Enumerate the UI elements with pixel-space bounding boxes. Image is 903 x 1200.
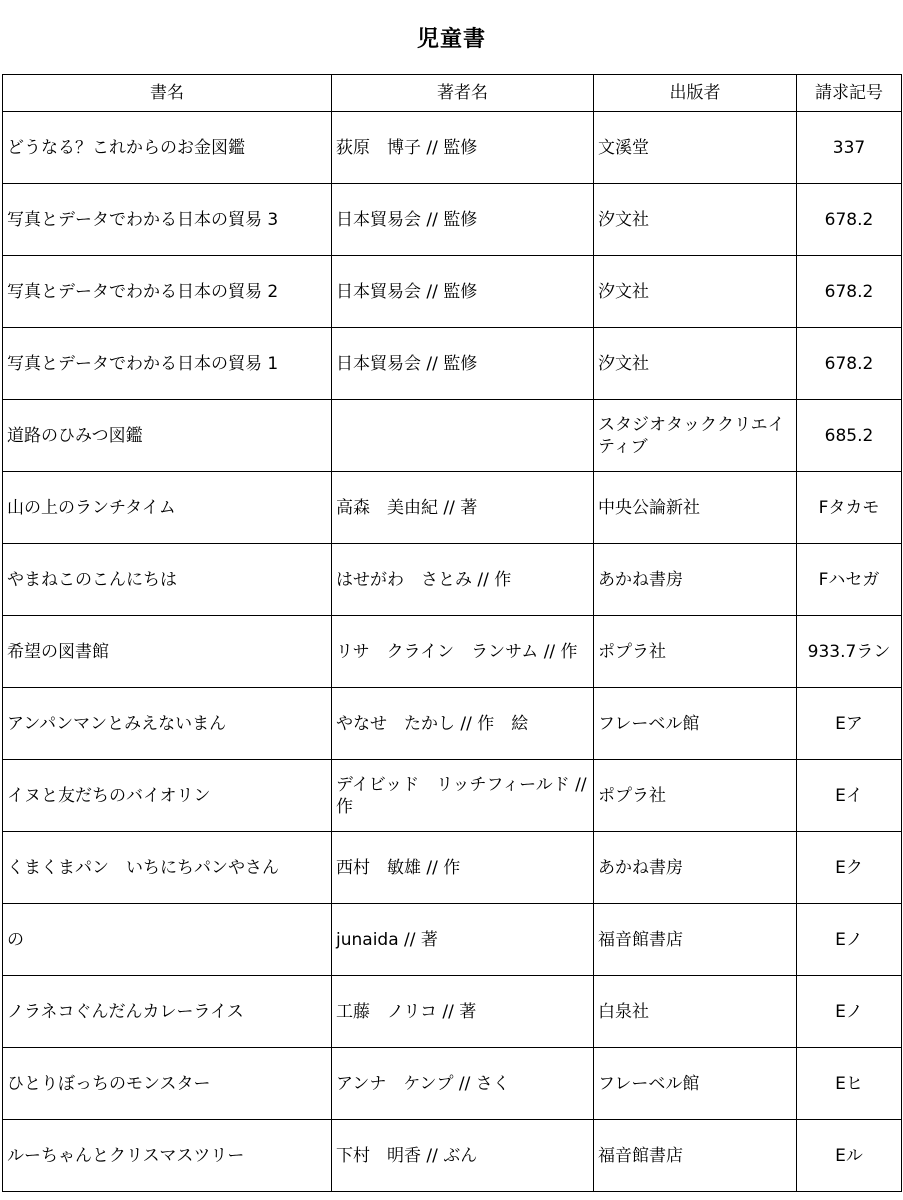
book-title: 道路のひみつ図鑑: [3, 400, 332, 472]
table-row: [3, 616, 902, 688]
book-title: 写真とデータでわかる日本の貿易 3: [3, 184, 332, 256]
table-row: [3, 472, 902, 544]
book-author: 日本貿易会 // 監修: [332, 184, 594, 256]
book-call-number: Fタカモ: [797, 472, 902, 544]
book-title: イヌと友だちのバイオリン: [3, 760, 332, 832]
book-publisher: フレーベル館: [594, 688, 797, 760]
table-row: [3, 760, 902, 832]
book-author: 下村 明香 // ぶん: [332, 1120, 594, 1192]
table-row: [3, 112, 902, 184]
table-row: [3, 400, 902, 472]
table-row: [3, 544, 902, 616]
book-call-number: Eノ: [797, 904, 902, 976]
book-call-number: 685.2: [797, 400, 902, 472]
table-row: [3, 904, 902, 976]
book-title: ノラネコぐんだんカレーライス: [3, 976, 332, 1048]
book-author: 日本貿易会 // 監修: [332, 256, 594, 328]
book-call-number: 337: [797, 112, 902, 184]
book-author: 高森 美由紀 // 著: [332, 472, 594, 544]
column-header-call-number: 請求記号: [797, 75, 902, 112]
book-author: はせがわ さとみ // 作: [332, 544, 594, 616]
book-publisher: あかね書房: [594, 544, 797, 616]
column-header-author: 著者名: [332, 75, 594, 112]
book-title: 山の上のランチタイム: [3, 472, 332, 544]
table-row: [3, 1048, 902, 1120]
book-call-number: 933.7ラン: [797, 616, 902, 688]
book-title: 写真とデータでわかる日本の貿易 2: [3, 256, 332, 328]
book-publisher: 汐文社: [594, 328, 797, 400]
page-title: 児童書: [416, 27, 486, 52]
table-row: [3, 328, 902, 400]
book-publisher: 中央公論新社: [594, 472, 797, 544]
book-author: アンナ ケンプ // さく: [332, 1048, 594, 1120]
book-call-number: 678.2: [797, 256, 902, 328]
book-author: やなせ たかし // 作 絵: [332, 688, 594, 760]
book-publisher: 文溪堂: [594, 112, 797, 184]
book-publisher: 福音館書店: [594, 904, 797, 976]
book-title: アンパンマンとみえないまん: [3, 688, 332, 760]
book-title: くまくまパン いちにちパンやさん: [3, 832, 332, 904]
table-header-row: [3, 75, 902, 112]
table-row: [3, 1120, 902, 1192]
book-author: 工藤 ノリコ // 著: [332, 976, 594, 1048]
book-author: 荻原 博子 // 監修: [332, 112, 594, 184]
book-publisher: あかね書房: [594, 832, 797, 904]
book-author: 西村 敏雄 // 作: [332, 832, 594, 904]
book-call-number: Eイ: [797, 760, 902, 832]
book-title: の: [3, 904, 332, 976]
table-row: [3, 184, 902, 256]
book-publisher: ポプラ社: [594, 616, 797, 688]
book-call-number: Fハセガ: [797, 544, 902, 616]
book-title: どうなる？これからのお金図鑑: [3, 112, 332, 184]
book-call-number: Eル: [797, 1120, 902, 1192]
book-publisher: 汐文社: [594, 256, 797, 328]
book-call-number: 678.2: [797, 184, 902, 256]
book-publisher: ポプラ社: [594, 760, 797, 832]
column-header-publisher: 出版者: [594, 75, 797, 112]
book-call-number: Eノ: [797, 976, 902, 1048]
book-author: [332, 400, 594, 472]
book-publisher: 汐文社: [594, 184, 797, 256]
table-row: [3, 976, 902, 1048]
book-call-number: Eク: [797, 832, 902, 904]
book-call-number: 678.2: [797, 328, 902, 400]
book-list-table: [2, 74, 902, 1192]
book-author: リサ クライン ランサム // 作: [332, 616, 594, 688]
table-row: [3, 688, 902, 760]
book-author: junaida // 著: [332, 904, 594, 976]
book-publisher: フレーベル館: [594, 1048, 797, 1120]
book-title: 希望の図書館: [3, 616, 332, 688]
book-author: デイビッド リッチフィールド // 作: [332, 760, 594, 832]
book-title: ひとりぼっちのモンスター: [3, 1048, 332, 1120]
book-publisher: スタジオタッククリエイティブ: [594, 400, 797, 472]
book-author: 日本貿易会 // 監修: [332, 328, 594, 400]
book-publisher: 福音館書店: [594, 1120, 797, 1192]
column-header-title: 書名: [3, 75, 332, 112]
book-call-number: Eヒ: [797, 1048, 902, 1120]
table-row: [3, 256, 902, 328]
book-title: やまねこのこんにちは: [3, 544, 332, 616]
table-row: [3, 832, 902, 904]
book-publisher: 白泉社: [594, 976, 797, 1048]
book-call-number: Eア: [797, 688, 902, 760]
book-title: 写真とデータでわかる日本の貿易 1: [3, 328, 332, 400]
book-title: ルーちゃんとクリスマスツリー: [3, 1120, 332, 1192]
